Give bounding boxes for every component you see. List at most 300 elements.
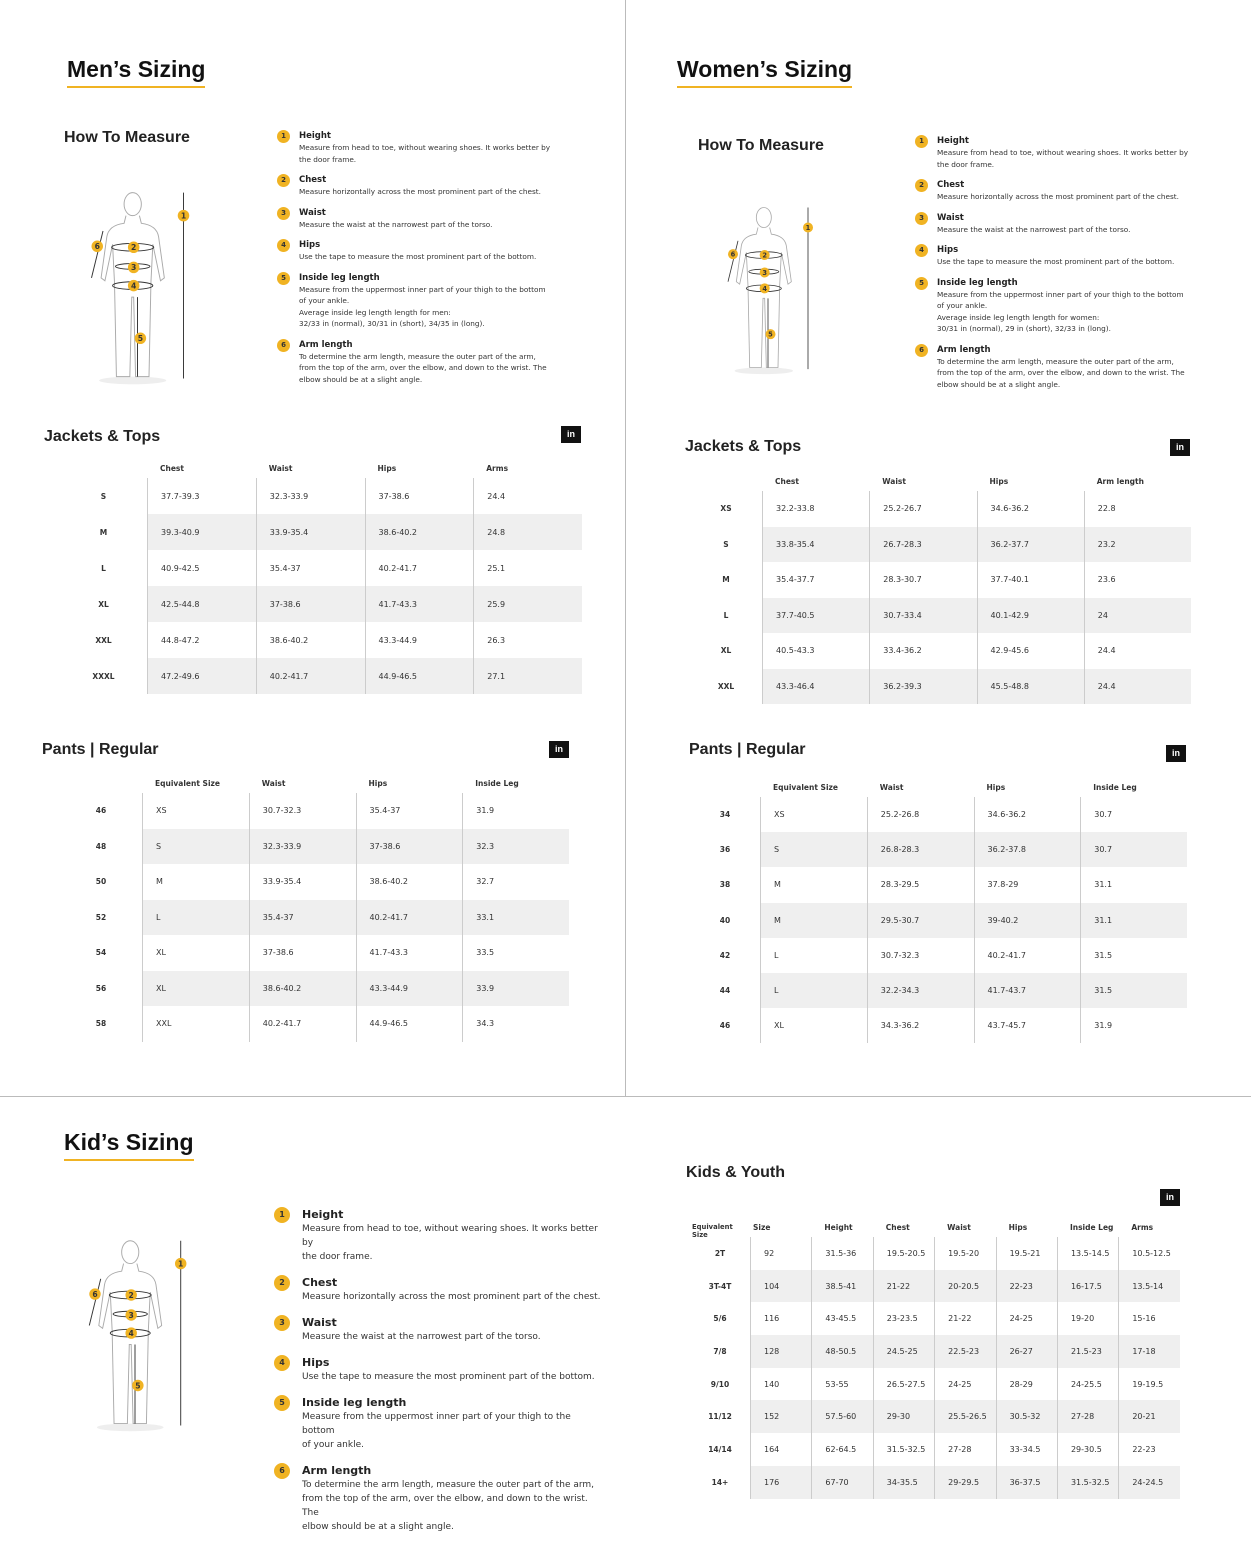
step-number-badge: 5: [274, 1395, 290, 1411]
table-cell: 31.5: [1080, 938, 1187, 973]
svg-text:3: 3: [128, 1310, 134, 1320]
kids-measure-steps: [274, 1207, 604, 1545]
column-header: [60, 779, 142, 793]
table-cell: 38.6-40.2: [256, 622, 365, 658]
column-header: Inside Leg: [475, 779, 519, 788]
table-cell: M: [760, 903, 867, 938]
measure-step: [915, 212, 1195, 236]
table-cell: 22-23: [1118, 1433, 1179, 1466]
table-row: [690, 1302, 1180, 1335]
row-label: 44: [719, 986, 731, 996]
table-cell: 39-40.2: [974, 903, 1081, 938]
step-title: Inside leg length: [302, 1396, 407, 1409]
table-cell: 43.3-46.4: [762, 669, 869, 705]
table-cell: 24.4: [473, 478, 582, 514]
table-cell: 20-21: [1118, 1400, 1179, 1433]
svg-text:5: 5: [768, 330, 773, 339]
table-row: [690, 1466, 1180, 1499]
table-cell: 23.6: [1084, 562, 1191, 598]
row-label: 42: [719, 950, 731, 960]
row-label: XS: [720, 504, 732, 514]
step-description: Measure from head to toe, without wearing shoes. It works better by the door frame.: [299, 143, 551, 164]
table-row: [690, 1335, 1180, 1368]
svg-text:4: 4: [131, 281, 137, 291]
row-label: 5/6: [713, 1314, 727, 1324]
row-label: 46: [95, 806, 107, 816]
table-cell: 28.3-30.7: [869, 562, 976, 598]
column-header: Chest: [160, 464, 184, 473]
table-row: [690, 562, 1191, 598]
table-cell: 40.2-41.7: [356, 900, 463, 936]
row-label: 14/14: [708, 1444, 732, 1454]
step-title: Waist: [937, 212, 964, 223]
table-cell: 25.2-26.7: [869, 491, 976, 527]
table-cell: 19.5-20: [934, 1237, 995, 1270]
table-row: [690, 491, 1191, 527]
table-cell: 38.6-40.2: [356, 864, 463, 900]
table-cell: 40.2-41.7: [256, 658, 365, 694]
step-title: Waist: [302, 1316, 337, 1329]
table-cell: 27.1: [473, 658, 582, 694]
step-number-badge: 4: [277, 239, 290, 252]
step-description: Measure from head to toe, without wearing shoes. It works better by the door frame.: [302, 1224, 598, 1262]
table-cell: 21-22: [873, 1270, 934, 1303]
table-cell: 34.6-36.2: [977, 491, 1084, 527]
table-header-row: [690, 1223, 1180, 1237]
table-cell: 24.4: [1084, 633, 1191, 669]
table-cell: 62-64.5: [811, 1433, 872, 1466]
step-number-badge: 6: [277, 339, 290, 352]
table-cell: 42.9-45.6: [977, 633, 1084, 669]
table-cell: L: [760, 973, 867, 1008]
step-description: Measure from the uppermost inner part of your thigh to the bottom of your ankle.: [302, 1412, 571, 1450]
row-label: XXXL: [92, 671, 115, 681]
kids-youth-table: [690, 1223, 1180, 1499]
mens-jackets-table: [60, 464, 582, 694]
table-cell: 20-20.5: [934, 1270, 995, 1303]
table-cell: 24-25.5: [1057, 1368, 1118, 1401]
table-cell: 41.7-43.7: [974, 973, 1081, 1008]
mens-measure-steps: [277, 130, 557, 394]
mens-how-to-measure-heading: How To Measure: [64, 129, 190, 146]
table-cell: 24-24.5: [1118, 1466, 1179, 1499]
table-row: [60, 900, 569, 936]
table-cell: 42.5-44.8: [147, 586, 256, 622]
table-cell: 40.2-41.7: [249, 1006, 356, 1042]
table-cell: 32.3-33.9: [249, 829, 356, 865]
column-header: Height: [824, 1223, 853, 1232]
womens-pants-table: [690, 783, 1187, 1043]
table-row: [60, 478, 582, 514]
step-title: Arm length: [937, 344, 991, 355]
row-label: XL: [720, 646, 732, 656]
mens-pants-unit-in-button[interactable]: in: [549, 741, 569, 758]
table-cell: 35.4-37.7: [762, 562, 869, 598]
table-cell: 15-16: [1118, 1302, 1179, 1335]
table-cell: 39.3-40.9: [147, 514, 256, 550]
mens-jackets-heading: Jackets & Tops: [44, 428, 161, 445]
section-divider-horizontal: [0, 1096, 1251, 1097]
table-row: [60, 935, 569, 971]
table-cell: 31.5: [1080, 973, 1187, 1008]
table-cell: 164: [750, 1433, 811, 1466]
column-header: Hips: [986, 783, 1006, 792]
step-description: To determine the arm length, measure the outer part of the arm, from the top of the arm, over the elbow, and down to the wrist. The elbow should be at a slight angle.: [302, 1480, 595, 1532]
table-cell: 24-25: [996, 1302, 1057, 1335]
table-cell: 24.4: [1084, 669, 1191, 705]
table-row: [690, 1433, 1180, 1466]
mens-sizing-title: Men’s Sizing: [67, 56, 205, 88]
row-label: M: [99, 527, 108, 537]
table-cell: 19-20: [1057, 1302, 1118, 1335]
row-label: XXL: [717, 681, 735, 691]
table-cell: 22.5-23: [934, 1335, 995, 1368]
row-label: XL: [98, 599, 109, 609]
step-number-badge: 5: [277, 272, 290, 285]
table-cell: 30.7-33.4: [869, 598, 976, 634]
table-cell: 34.6-36.2: [974, 797, 1081, 832]
table-cell: 37.7-40.5: [762, 598, 869, 634]
step-title: Height: [302, 1208, 344, 1221]
table-cell: 37.7-40.1: [977, 562, 1084, 598]
step-number-badge: 6: [915, 344, 928, 357]
mens-pants-table: [60, 779, 569, 1042]
table-cell: 38.5-41: [811, 1270, 872, 1303]
table-cell: 24-25: [934, 1368, 995, 1401]
row-label: 50: [95, 877, 107, 887]
table-cell: 37.7-39.3: [147, 478, 256, 514]
row-label: S: [100, 491, 107, 501]
step-description: Measure horizontally across the most prominent part of the chest.: [937, 192, 1179, 201]
svg-text:5: 5: [135, 1381, 141, 1391]
step-description: Measure the waist at the narrowest part of the torso.: [299, 219, 493, 229]
table-cell: 140: [750, 1368, 811, 1401]
table-cell: 19-19.5: [1118, 1368, 1179, 1401]
column-header: Chest: [775, 477, 799, 486]
svg-text:4: 4: [128, 1328, 134, 1338]
table-cell: 45.5-48.8: [977, 669, 1084, 705]
table-cell: 152: [750, 1400, 811, 1433]
table-row: [60, 586, 582, 622]
row-label: 11/12: [708, 1412, 732, 1422]
table-cell: 26.8-28.3: [867, 832, 974, 867]
column-header: Equivalent Size: [155, 779, 220, 788]
column-header: Equivalent Size: [773, 783, 838, 792]
step-title: Chest: [937, 180, 965, 190]
womens-pants-unit-in-button[interactable]: in: [1166, 745, 1186, 762]
column-header: Hips: [1008, 1223, 1028, 1232]
table-cell: 24: [1084, 598, 1191, 634]
table-cell: 43.7-45.7: [974, 1008, 1081, 1043]
table-cell: 40.2-41.7: [365, 550, 474, 586]
table-cell: M: [760, 867, 867, 902]
table-cell: 19.5-21: [996, 1237, 1057, 1270]
table-row: [690, 1270, 1180, 1303]
table-cell: 41.7-43.3: [356, 935, 463, 971]
step-title: Height: [937, 136, 969, 146]
womens-pants-heading: Pants | Regular: [689, 741, 806, 758]
measure-step: [274, 1315, 604, 1344]
table-cell: 67-70: [811, 1466, 872, 1499]
table-cell: 22-23: [996, 1270, 1057, 1303]
step-title: Height: [299, 131, 331, 141]
table-cell: 37.8-29: [974, 867, 1081, 902]
table-cell: 34.3: [462, 1006, 569, 1042]
table-cell: 10.5-12.5: [1118, 1237, 1179, 1270]
column-header: Hips: [989, 477, 1009, 486]
row-label: L: [101, 563, 106, 573]
column-header: Hips: [377, 464, 397, 473]
table-cell: 128: [750, 1335, 811, 1368]
table-cell: 33.5: [462, 935, 569, 971]
table-row: [60, 971, 569, 1007]
measure-step: [274, 1463, 604, 1534]
step-number-badge: 1: [277, 130, 290, 143]
table-cell: 30.7-32.3: [249, 793, 356, 829]
table-cell: L: [142, 900, 249, 936]
table-cell: 24.5-25: [873, 1335, 934, 1368]
table-cell: 36.2-37.7: [977, 527, 1084, 563]
table-cell: 33.9-35.4: [256, 514, 365, 550]
table-cell: 29.5-30.7: [867, 903, 974, 938]
kids-body-figure: [75, 1235, 195, 1439]
table-cell: 29-30: [873, 1400, 934, 1433]
step-description: To determine the arm length, measure the outer part of the arm, from the top of the arm, over the elbow, and down to the wrist. The elbow should be at a slight angle.: [937, 356, 1185, 389]
column-header: [60, 464, 147, 478]
column-header: Chest: [885, 1223, 910, 1232]
table-cell: 37-38.6: [365, 478, 474, 514]
table-cell: 13.5-14: [1118, 1270, 1179, 1303]
table-cell: 40.5-43.3: [762, 633, 869, 669]
column-header: [690, 477, 762, 491]
table-cell: 57.5-60: [811, 1400, 872, 1433]
row-label: 14+: [711, 1477, 729, 1487]
table-row: [60, 793, 569, 829]
row-label: 34: [719, 810, 731, 820]
step-number-badge: 6: [274, 1463, 290, 1479]
table-cell: 33-34.5: [996, 1433, 1057, 1466]
table-cell: 13.5-14.5: [1057, 1237, 1118, 1270]
row-label: 38: [719, 880, 731, 890]
step-description: Measure horizontally across the most prominent part of the chest.: [302, 1292, 601, 1302]
table-cell: 43.3-44.9: [365, 622, 474, 658]
table-cell: 26-27: [996, 1335, 1057, 1368]
measure-step: [277, 239, 557, 263]
table-cell: 21.5-23: [1057, 1335, 1118, 1368]
table-cell: XS: [760, 797, 867, 832]
table-cell: 26.3: [473, 622, 582, 658]
column-header: Hips: [368, 779, 388, 788]
measure-step: [277, 174, 557, 198]
table-row: [690, 527, 1191, 563]
column-header: Inside Leg: [1069, 1223, 1114, 1232]
table-row: [690, 832, 1187, 867]
table-row: [60, 550, 582, 586]
step-description: Measure from the uppermost inner part of your thigh to the bottom of your ankle. Average inside leg length length for men: 32/33 in (normal), 30/31 in (short), 34/35 in (long).: [299, 284, 546, 328]
table-cell: 32.7: [462, 864, 569, 900]
table-cell: 31.5-36: [811, 1237, 872, 1270]
table-cell: 28.3-29.5: [867, 867, 974, 902]
svg-text:3: 3: [131, 263, 137, 273]
table-cell: 22.8: [1084, 491, 1191, 527]
table-cell: 31.9: [1080, 1008, 1187, 1043]
section-divider-vertical: [625, 0, 626, 1096]
table-row: [690, 1400, 1180, 1433]
table-cell: 31.5-32.5: [1057, 1466, 1118, 1499]
step-description: Measure horizontally across the most prominent part of the chest.: [299, 187, 541, 196]
table-header-row: [60, 464, 582, 478]
table-row: [60, 1006, 569, 1042]
mens-body-figure: [80, 185, 195, 394]
table-cell: 21-22: [934, 1302, 995, 1335]
table-cell: 40.1-42.9: [977, 598, 1084, 634]
step-title: Chest: [302, 1276, 338, 1289]
table-row: [690, 797, 1187, 832]
table-cell: 33.9-35.4: [249, 864, 356, 900]
svg-text:6: 6: [94, 242, 100, 252]
table-cell: 17-18: [1118, 1335, 1179, 1368]
step-title: Arm length: [302, 1464, 372, 1477]
womens-jackets-table: [690, 477, 1191, 704]
table-cell: XXL: [142, 1006, 249, 1042]
step-title: Inside leg length: [937, 277, 1018, 288]
table-cell: 37-38.6: [249, 935, 356, 971]
table-row: [690, 633, 1191, 669]
svg-text:2: 2: [131, 243, 137, 253]
table-cell: 26.7-28.3: [869, 527, 976, 563]
table-cell: 30.7: [1080, 797, 1187, 832]
table-cell: 33.1: [462, 900, 569, 936]
table-cell: 23-23.5: [873, 1302, 934, 1335]
table-cell: 40.2-41.7: [974, 938, 1081, 973]
womens-body-figure: [718, 195, 818, 389]
table-cell: 32.3: [462, 829, 569, 865]
table-cell: 16-17.5: [1057, 1270, 1118, 1303]
table-cell: 37-38.6: [356, 829, 463, 865]
table-row: [60, 658, 582, 694]
table-cell: 32.3-33.9: [256, 478, 365, 514]
step-description: Use the tape to measure the most prominent part of the bottom.: [299, 252, 537, 261]
column-header: Size: [753, 1223, 771, 1232]
step-title: Hips: [937, 245, 959, 255]
measure-step: [274, 1355, 604, 1384]
table-cell: 41.7-43.3: [365, 586, 474, 622]
step-description: Use the tape to measure the most prominent part of the bottom.: [302, 1372, 595, 1382]
table-cell: 43-45.5: [811, 1302, 872, 1335]
step-title: Waist: [299, 207, 326, 218]
row-label: 56: [95, 983, 107, 993]
step-number-badge: 5: [915, 277, 928, 290]
row-label: 2T: [714, 1248, 726, 1258]
womens-measure-steps: [915, 135, 1195, 399]
table-cell: 44.9-46.5: [356, 1006, 463, 1042]
table-row: [690, 669, 1191, 705]
row-label: 40: [719, 915, 731, 925]
step-number-badge: 1: [274, 1207, 290, 1223]
table-row: [690, 938, 1187, 973]
womens-jackets-unit-in-button[interactable]: in: [1170, 439, 1190, 456]
table-cell: 38.6-40.2: [365, 514, 474, 550]
table-cell: 40.9-42.5: [147, 550, 256, 586]
kids-unit-in-button[interactable]: in: [1160, 1189, 1180, 1206]
table-cell: 31.9: [462, 793, 569, 829]
table-cell: 30.7-32.3: [867, 938, 974, 973]
table-cell: 19.5-20.5: [873, 1237, 934, 1270]
svg-text:1: 1: [178, 1259, 184, 1269]
kids-youth-heading: Kids & Youth: [686, 1164, 785, 1181]
measure-step: [274, 1207, 604, 1264]
table-cell: 23.2: [1084, 527, 1191, 563]
table-cell: 36.2-39.3: [869, 669, 976, 705]
step-title: Hips: [299, 240, 321, 250]
row-label: M: [722, 575, 730, 585]
table-cell: 35.4-37: [356, 793, 463, 829]
table-cell: 35.4-37: [249, 900, 356, 936]
table-cell: 32.2-34.3: [867, 973, 974, 1008]
row-label: 9/10: [710, 1379, 730, 1389]
step-description: Measure from the uppermost inner part of your thigh to the bottom of your ankle. Average inside leg length length for women: 30/31 in (normal), 29 in (short), 32/33 in (long).: [937, 289, 1184, 333]
step-number-badge: 2: [274, 1275, 290, 1291]
table-cell: 31.1: [1080, 867, 1187, 902]
measure-step: [277, 130, 557, 165]
column-header: Waist: [261, 779, 286, 788]
step-number-badge: 2: [915, 179, 928, 192]
table-row: [60, 514, 582, 550]
step-number-badge: 3: [915, 212, 928, 225]
measure-step: [915, 179, 1195, 203]
table-cell: M: [142, 864, 249, 900]
measure-step: [915, 277, 1195, 335]
step-description: Use the tape to measure the most prominent part of the bottom.: [937, 257, 1175, 266]
step-title: Hips: [302, 1356, 330, 1369]
measure-step: [277, 339, 557, 386]
svg-text:6: 6: [730, 250, 736, 259]
mens-jackets-unit-in-button[interactable]: in: [561, 426, 581, 443]
svg-text:3: 3: [762, 269, 767, 277]
step-number-badge: 2: [277, 174, 290, 187]
measure-step: [274, 1395, 604, 1452]
table-cell: S: [142, 829, 249, 865]
table-row: [60, 864, 569, 900]
table-cell: 27-28: [934, 1433, 995, 1466]
column-header: Waist: [268, 464, 293, 473]
table-header-row: [690, 477, 1191, 491]
womens-sizing-title: Women’s Sizing: [677, 56, 852, 88]
step-title: Inside leg length: [299, 272, 380, 283]
table-header-row: [690, 783, 1187, 797]
table-cell: 26.5-27.5: [873, 1368, 934, 1401]
table-cell: 32.2-33.8: [762, 491, 869, 527]
column-header: Arms: [1131, 1223, 1154, 1232]
table-row: [60, 829, 569, 865]
table-cell: 53-55: [811, 1368, 872, 1401]
step-title: Chest: [299, 175, 327, 185]
table-row: [690, 598, 1191, 634]
row-label: 36: [719, 845, 731, 855]
measure-step: [277, 272, 557, 330]
row-label: 48: [95, 841, 107, 851]
table-cell: 176: [750, 1466, 811, 1499]
column-header: Waist: [882, 477, 906, 486]
svg-text:4: 4: [762, 284, 767, 293]
step-number-badge: 4: [274, 1355, 290, 1371]
column-header: [690, 783, 760, 797]
table-cell: 30.5-32: [996, 1400, 1057, 1433]
table-cell: 36-37.5: [996, 1466, 1057, 1499]
svg-text:6: 6: [92, 1289, 98, 1299]
table-cell: XL: [760, 1008, 867, 1043]
table-cell: 37-38.6: [256, 586, 365, 622]
